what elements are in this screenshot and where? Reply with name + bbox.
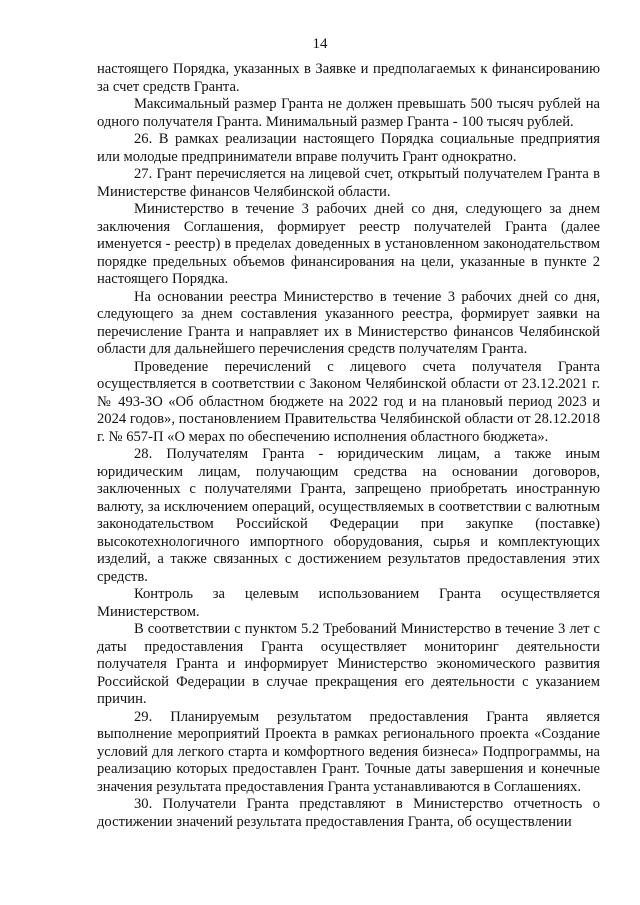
paragraph-8: 28. Получателям Гранта - юридическим лицам, а также иным юридическим лицам, получающим средства на основании договоров, заключенных с получателями Гранта, запрещено приобретать иностранную валюту, за исключением операций, осуществляемых в соответствии с валютным законодательством Российской Федерации при закупке (поставке) высокотехнологичного импортного оборудования, сырья и комплектующих изделий, а также связанных с достижением результатов предоставления этих средств. — [97, 446, 600, 585]
paragraph-4: 27. Грант перечисляется на лицевой счет, открытый получателем Гранта в Министерстве финансов Челябинской области. — [97, 166, 600, 200]
paragraph-5: Министерство в течение 3 рабочих дней со дня, следующего за днем заключения Соглашения, формирует реестр получателей Гранта (далее именуется - реестр) в пределах доведенных в установленном законодательством порядке предельных объемов финансирования на цели, указанные в пункте 2 настоящего Порядка. — [97, 201, 600, 287]
paragraph-10: В соответствии с пунктом 5.2 Требований Министерство в течение 3 лет с даты предоставления Гранта осуществляет мониторинг деятельности получателя Гранта и информирует Министерство экономического развития Российской Федерации в случае прекращения его деятельности с указанием причин. — [97, 621, 600, 707]
paragraph-1: настоящего Порядка, указанных в Заявке и предполагаемых к финансированию за счет средств Гранта. — [97, 61, 600, 95]
paragraph-12: 30. Получатели Гранта представляют в Министерство отчетность о достижении значений результата предоставления Гранта, об осуществлении — [97, 796, 600, 830]
paragraph-6: На основании реестра Министерство в течение 3 рабочих дней со дня, следующего за днем составления указанного реестра, формирует заявки на перечисление Гранта и направляет их в Министерство финансов Челябинской области для дальнейшего перечисления средств получателям Гранта. — [97, 288, 600, 357]
paragraph-7: Проведение перечислений с лицевого счета получателя Гранта осуществляется в соответствии с Законом Челябинской области от 23.12.2021 г. № 493-ЗО «Об областном бюджете на 2022 год и на плановый период 2023 и 2024 годов», постановлением Правительства Челябинской области от 28.12.2018 г. № 657-П «О мерах по обеспечению исполнения областного бюджета». — [97, 358, 600, 445]
paragraph-2: Максимальный размер Гранта не должен превышать 500 тысяч рублей на одного получателя Гранта. Минимальный размер Гранта - 100 тысяч рублей. — [97, 96, 600, 130]
paragraph-9: Контроль за целевым использованием Гранта осуществляется Министерством. — [97, 586, 600, 620]
paragraph-3: 26. В рамках реализации настоящего Порядка социальные предприятия или молодые предприниматели вправе получить Грант однократно. — [97, 131, 600, 165]
document-body — [97, 61, 600, 831]
page-number: 14 — [312, 36, 328, 52]
paragraph-11: 29. Планируемым результатом предоставления Гранта является выполнение мероприятий Проекта в рамках регионального проекта «Создание условий для легкого старта и комфортного ведения бизнеса» Подпрограммы, на реализацию которых предоставлен Грант. Точные даты завершения и конечные значения результата предоставления Гранта устанавливаются в Соглашениях. — [97, 708, 600, 795]
